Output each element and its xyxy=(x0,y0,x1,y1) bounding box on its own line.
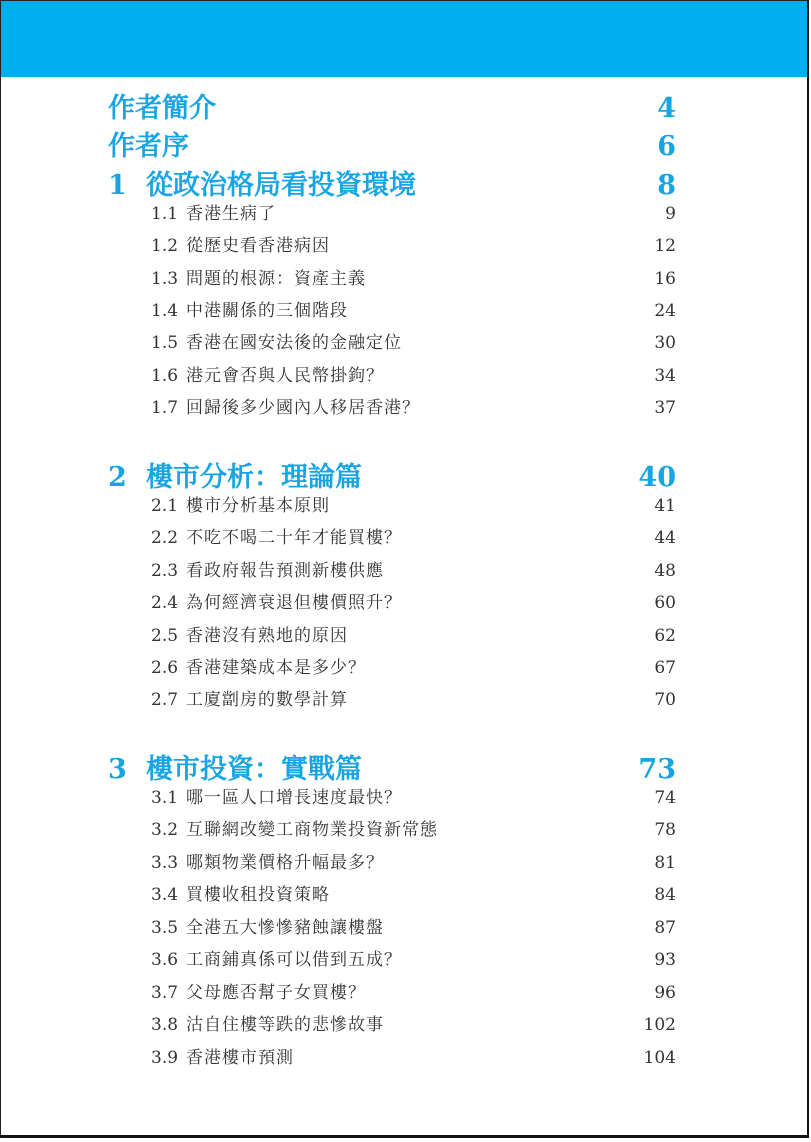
chapter-title: 樓市投資：實戰篇 xyxy=(146,754,362,785)
header-band xyxy=(1,1,807,77)
item-page: 78 xyxy=(654,820,676,840)
item-title: 父母應否幫子女買樓？ xyxy=(186,983,366,1003)
toc-entry-page: 4 xyxy=(657,93,676,124)
item-title: 買樓收租投資策略 xyxy=(186,885,330,905)
chapter-title: 樓市分析：理論篇 xyxy=(146,462,362,493)
toc-item[interactable] xyxy=(151,688,676,712)
toc-item[interactable] xyxy=(151,364,676,388)
item-page: 41 xyxy=(654,496,676,516)
toc-item[interactable] xyxy=(151,786,676,810)
chapter-page: 73 xyxy=(638,754,676,785)
toc-entry-title: 作者簡介 xyxy=(108,93,216,124)
toc-entry-title: 作者序 xyxy=(108,131,189,162)
item-page: 96 xyxy=(654,983,676,1003)
item-number: 3.6 xyxy=(151,950,179,970)
item-page: 81 xyxy=(654,853,676,873)
item-number: 2.3 xyxy=(151,561,179,581)
item-number: 3.9 xyxy=(151,1048,179,1068)
item-number: 1.6 xyxy=(151,366,179,386)
item-page: 87 xyxy=(654,918,676,938)
item-number: 2.1 xyxy=(151,496,179,516)
item-title: 香港生病了 xyxy=(186,204,276,224)
chapter-2-heading[interactable] xyxy=(108,461,676,495)
item-page: 104 xyxy=(643,1048,676,1068)
chapter-1-heading[interactable] xyxy=(108,169,676,203)
chapter-number: 3 xyxy=(108,754,127,785)
item-title: 看政府報告預測新樓供應 xyxy=(186,561,384,581)
item-page: 37 xyxy=(654,398,676,418)
item-title: 互聯網改變工商物業投資新常態 xyxy=(186,820,438,840)
item-title: 哪一區人口增長速度最快？ xyxy=(186,788,402,808)
toc-item[interactable] xyxy=(151,396,676,420)
item-number: 3.7 xyxy=(151,983,179,1003)
toc-item[interactable] xyxy=(151,948,676,972)
item-number: 2.4 xyxy=(151,593,179,613)
toc-entry-page: 6 xyxy=(657,131,676,162)
toc-entry-author-bio[interactable] xyxy=(108,92,676,126)
toc-item[interactable] xyxy=(151,624,676,648)
toc-item[interactable] xyxy=(151,883,676,907)
toc-item[interactable] xyxy=(151,981,676,1005)
toc-item[interactable] xyxy=(151,656,676,680)
toc-item[interactable] xyxy=(151,267,676,291)
item-page: 24 xyxy=(654,301,676,321)
item-page: 60 xyxy=(654,593,676,613)
item-page: 48 xyxy=(654,561,676,581)
toc-item[interactable] xyxy=(151,1046,676,1070)
item-page: 84 xyxy=(654,885,676,905)
item-number: 1.3 xyxy=(151,269,179,289)
chapter-3-heading[interactable] xyxy=(108,753,676,787)
toc-item[interactable] xyxy=(151,818,676,842)
item-number: 2.7 xyxy=(151,690,179,710)
toc-item[interactable] xyxy=(151,331,676,355)
item-number: 2.2 xyxy=(151,528,179,548)
item-title: 港元會否與人民幣掛鉤？ xyxy=(186,366,384,386)
toc-item[interactable] xyxy=(151,299,676,323)
item-number: 1.2 xyxy=(151,236,179,256)
item-title: 工商鋪真係可以借到五成？ xyxy=(186,950,402,970)
item-page: 70 xyxy=(654,690,676,710)
item-page: 102 xyxy=(643,1015,676,1035)
item-page: 9 xyxy=(665,204,676,224)
item-title: 香港建築成本是多少？ xyxy=(186,658,366,678)
item-number: 2.6 xyxy=(151,658,179,678)
chapter-page: 40 xyxy=(638,462,676,493)
item-number: 2.5 xyxy=(151,626,179,646)
item-number: 1.5 xyxy=(151,333,179,353)
toc-item[interactable] xyxy=(151,1013,676,1037)
item-title: 香港沒有熟地的原因 xyxy=(186,626,348,646)
item-title: 中港關係的三個階段 xyxy=(186,301,348,321)
toc-item[interactable] xyxy=(151,494,676,518)
item-page: 67 xyxy=(654,658,676,678)
item-number: 1.4 xyxy=(151,301,179,321)
item-number: 3.5 xyxy=(151,918,179,938)
item-title: 沽自住樓等跌的悲慘故事 xyxy=(186,1015,384,1035)
chapter-number: 1 xyxy=(108,170,127,201)
toc-item[interactable] xyxy=(151,591,676,615)
item-title: 為何經濟衰退但樓價照升？ xyxy=(186,593,402,613)
item-page: 16 xyxy=(654,269,676,289)
chapter-title: 從政治格局看投資環境 xyxy=(146,170,416,201)
item-title: 從歷史看香港病因 xyxy=(186,236,330,256)
item-number: 3.4 xyxy=(151,885,179,905)
item-title: 工廈劏房的數學計算 xyxy=(186,690,348,710)
item-page: 30 xyxy=(654,333,676,353)
chapter-number: 2 xyxy=(108,462,127,493)
item-title: 樓市分析基本原則 xyxy=(186,496,330,516)
item-number: 3.3 xyxy=(151,853,179,873)
toc-item[interactable] xyxy=(151,916,676,940)
item-page: 74 xyxy=(654,788,676,808)
toc-entry-author-preface[interactable] xyxy=(108,130,676,164)
item-title: 哪類物業價格升幅最多？ xyxy=(186,853,384,873)
item-page: 62 xyxy=(654,626,676,646)
item-title: 不吃不喝二十年才能買樓？ xyxy=(186,528,402,548)
item-title: 香港樓市預測 xyxy=(186,1048,294,1068)
item-number: 3.1 xyxy=(151,788,179,808)
item-page: 34 xyxy=(654,366,676,386)
item-title: 全港五大慘慘豬蝕讓樓盤 xyxy=(186,918,384,938)
item-title: 回歸後多少國內人移居香港？ xyxy=(186,398,420,418)
toc-item[interactable] xyxy=(151,202,676,226)
item-number: 1.7 xyxy=(151,398,179,418)
item-page: 93 xyxy=(654,950,676,970)
item-number: 3.8 xyxy=(151,1015,179,1035)
item-page: 12 xyxy=(654,236,676,256)
chapter-page: 8 xyxy=(657,170,676,201)
toc-item[interactable] xyxy=(151,234,676,258)
item-number: 3.2 xyxy=(151,820,179,840)
toc-item[interactable] xyxy=(151,559,676,583)
item-number: 1.1 xyxy=(151,204,179,224)
item-page: 44 xyxy=(654,528,676,548)
item-title: 香港在國安法後的金融定位 xyxy=(186,333,402,353)
toc-item[interactable] xyxy=(151,526,676,550)
toc-item[interactable] xyxy=(151,851,676,875)
item-title: 問題的根源：資產主義 xyxy=(186,269,366,289)
